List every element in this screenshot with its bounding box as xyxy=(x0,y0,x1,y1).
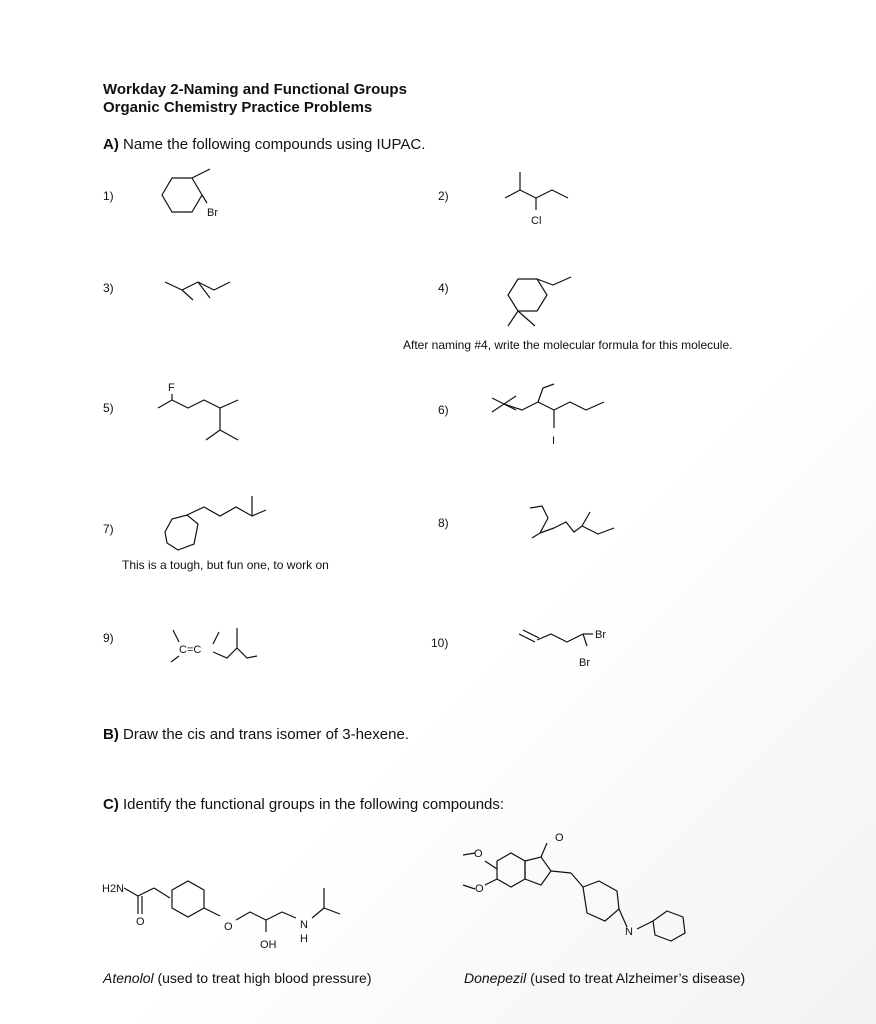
section-b-heading xyxy=(103,726,409,743)
donepezil-structure xyxy=(455,825,700,950)
molecule-10-structure xyxy=(515,620,615,670)
molecule-2-structure xyxy=(500,170,590,230)
molecule-5-fluorine-label: F xyxy=(168,382,175,394)
problem-4-note: After naming #4, write the molecular formula for this molecule. xyxy=(403,338,733,352)
section-a-text: Name the following compounds using IUPAC. xyxy=(123,136,426,153)
problem-10-number: 10) xyxy=(431,636,449,650)
atenolol-caption-text: (used to treat high blood pressure) xyxy=(153,970,372,986)
molecule-10-bromine-label-1: Br xyxy=(595,629,606,641)
atenolol-caption xyxy=(103,970,372,986)
atenolol-structure xyxy=(100,850,360,960)
section-c-text: Identify the functional groups in the following compounds: xyxy=(123,796,505,813)
atenolol-hydrogen-label: H xyxy=(300,933,308,945)
molecule-6-iodine-label: I xyxy=(552,435,556,447)
section-b-text: Draw the cis and trans isomer of 3-hexene. xyxy=(123,726,409,743)
atenolol-ether-o-label: O xyxy=(224,921,233,933)
page-title: Workday 2-Naming and Functional Groups xyxy=(103,81,407,98)
section-a-letter: A) xyxy=(103,136,119,153)
donepezil-methoxy-o1-label: O xyxy=(474,848,483,860)
problem-8-number: 8) xyxy=(438,516,449,530)
donepezil-ketone-o-label: O xyxy=(555,832,564,844)
problem-3-number: 3) xyxy=(103,281,114,295)
section-c-heading xyxy=(103,796,504,813)
molecule-5-structure xyxy=(150,380,250,450)
section-c-letter: C) xyxy=(103,796,119,813)
atenolol-carbonyl-o-label: O xyxy=(136,916,145,928)
atenolol-name: Atenolol xyxy=(103,970,154,986)
donepezil-name: Donepezil xyxy=(464,970,527,986)
atenolol-amine-label: H2N xyxy=(102,883,125,895)
problem-9-number: 9) xyxy=(103,631,114,645)
molecule-7-structure xyxy=(160,490,280,555)
problem-6-number: 6) xyxy=(438,403,449,417)
molecule-9-structure xyxy=(165,622,265,667)
section-a-heading xyxy=(103,136,425,153)
problem-4-number: 4) xyxy=(438,281,449,295)
molecule-3-structure xyxy=(160,270,240,310)
section-b-letter: B) xyxy=(103,726,119,743)
donepezil-nitrogen-label: N xyxy=(625,926,633,938)
molecule-4-structure xyxy=(495,268,585,333)
problem-2-number: 2) xyxy=(438,189,449,203)
problem-1-number: 1) xyxy=(103,189,114,203)
molecule-2-chlorine-label: Cl xyxy=(531,215,542,227)
problem-7-number: 7) xyxy=(103,522,114,536)
page-subtitle: Organic Chemistry Practice Problems xyxy=(103,99,373,116)
problem-5-number: 5) xyxy=(103,401,114,415)
donepezil-methoxy-o2-label: O xyxy=(475,883,484,895)
molecule-6-structure xyxy=(488,380,613,450)
molecule-10-bromine-label-2: Br xyxy=(579,657,590,669)
molecule-9-double-bond-label: C=C xyxy=(179,644,202,656)
molecule-8-structure xyxy=(522,498,622,548)
molecule-1-bromine-label: Br xyxy=(207,207,218,219)
atenolol-nitrogen-label: N xyxy=(300,919,308,931)
problem-7-note: This is a tough, but fun one, to work on xyxy=(122,558,329,572)
molecule-1-structure xyxy=(150,165,230,225)
donepezil-caption-text: (used to treat Alzheimer’s disease) xyxy=(526,970,746,986)
donepezil-caption xyxy=(464,970,745,986)
atenolol-hydroxyl-label: OH xyxy=(260,939,277,951)
